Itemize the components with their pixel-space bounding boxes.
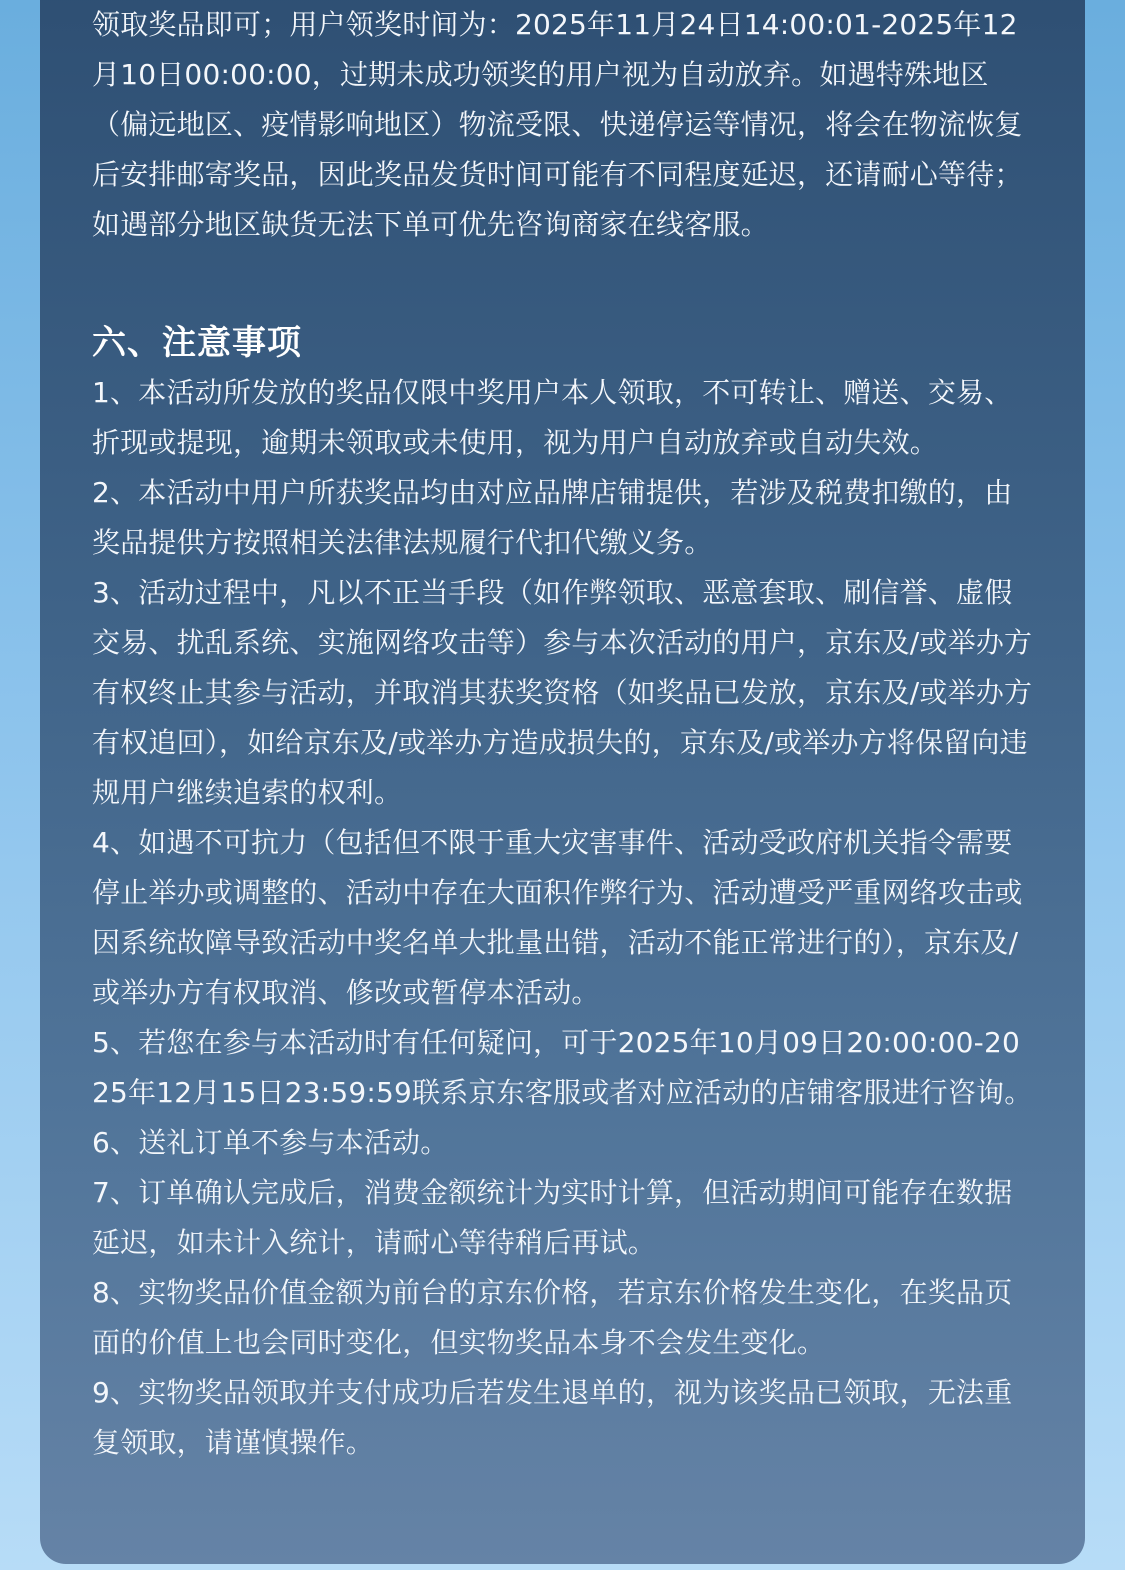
note-item-9: 9、实物奖品领取并支付成功后若发生退单的，视为该奖品已领取，无法重复领取，请谨慎操作。 xyxy=(92,1376,1013,1459)
note-item-2: 2、本活动中用户所获奖品均由对应品牌店铺提供，若涉及税费扣缴的，由奖品提供方按照相关法律法规履行代扣代缴义务。 xyxy=(92,476,1013,559)
note-item-8: 8、实物奖品价值金额为前台的京东价格，若京东价格发生变化，在奖品页面的价值上也会同时变化，但实物奖品本身不会发生变化。 xyxy=(92,1276,1013,1359)
note-item-3: 3、活动过程中，凡以不正当手段（如作弊领取、恶意套取、刷信誉、虚假交易、扰乱系统、实施网络攻击等）参与本次活动的用户，京东及/或举办方有权终止其参与活动，并取消其获奖资格（如奖品已发放，京东及/或举办方有权追回），如给京东及/或举办方造成损失的，京东及/或举办方将保留向违规用户继续追索的权利。 xyxy=(92,576,1033,809)
note-item-7: 7、订单确认完成后，消费金额统计为实时计算，但活动期间可能存在数据延迟，如未计入统计，请耐心等待稍后再试。 xyxy=(92,1176,1013,1259)
notes-section-title: 六、注意事项 xyxy=(92,323,302,363)
note-item-4: 4、如遇不可抗力（包括但不限于重大灾害事件、活动受政府机关指令需要停止举办或调整的、活动中存在大面积作弊行为、活动遭受严重网络攻击或因系统故障导致活动中奖名单大批量出错，活动不能正常进行的），京东及/或举办方有权取消、修改或暂停本活动。 xyxy=(92,826,1023,1009)
note-item-6: 6、送礼订单不参与本活动。 xyxy=(92,1126,449,1159)
rules-panel xyxy=(40,0,1085,1564)
note-item-1: 1、本活动所发放的奖品仅限中奖用户本人领取，不可转让、赠送、交易、折现或提现，逾期未领取或未使用，视为用户自动放弃或自动失效。 xyxy=(92,376,1013,459)
prize-claim-paragraph: 领取奖品即可；用户领奖时间为：2025年11月24日14:00:01-2025年12月10日00:00:00，过期未成功领奖的用户视为自动放弃。如遇特殊地区（偏远地区、疫情影响地区）物流受限、快递停运等情况，将会在物流恢复后安排邮寄奖品，因此奖品发货时间可能有不同程度延迟，还请耐心等待；如遇部分地区缺货无法下单可优先咨询商家在线客服。 xyxy=(92,8,1023,241)
note-item-5: 5、若您在参与本活动时有任何疑问，可于2025年10月09日20:00:00-2025年12月15日23:59:59联系京东客服或者对应活动的店铺客服进行咨询。 xyxy=(92,1026,1033,1109)
notes-list xyxy=(92,368,1033,1468)
